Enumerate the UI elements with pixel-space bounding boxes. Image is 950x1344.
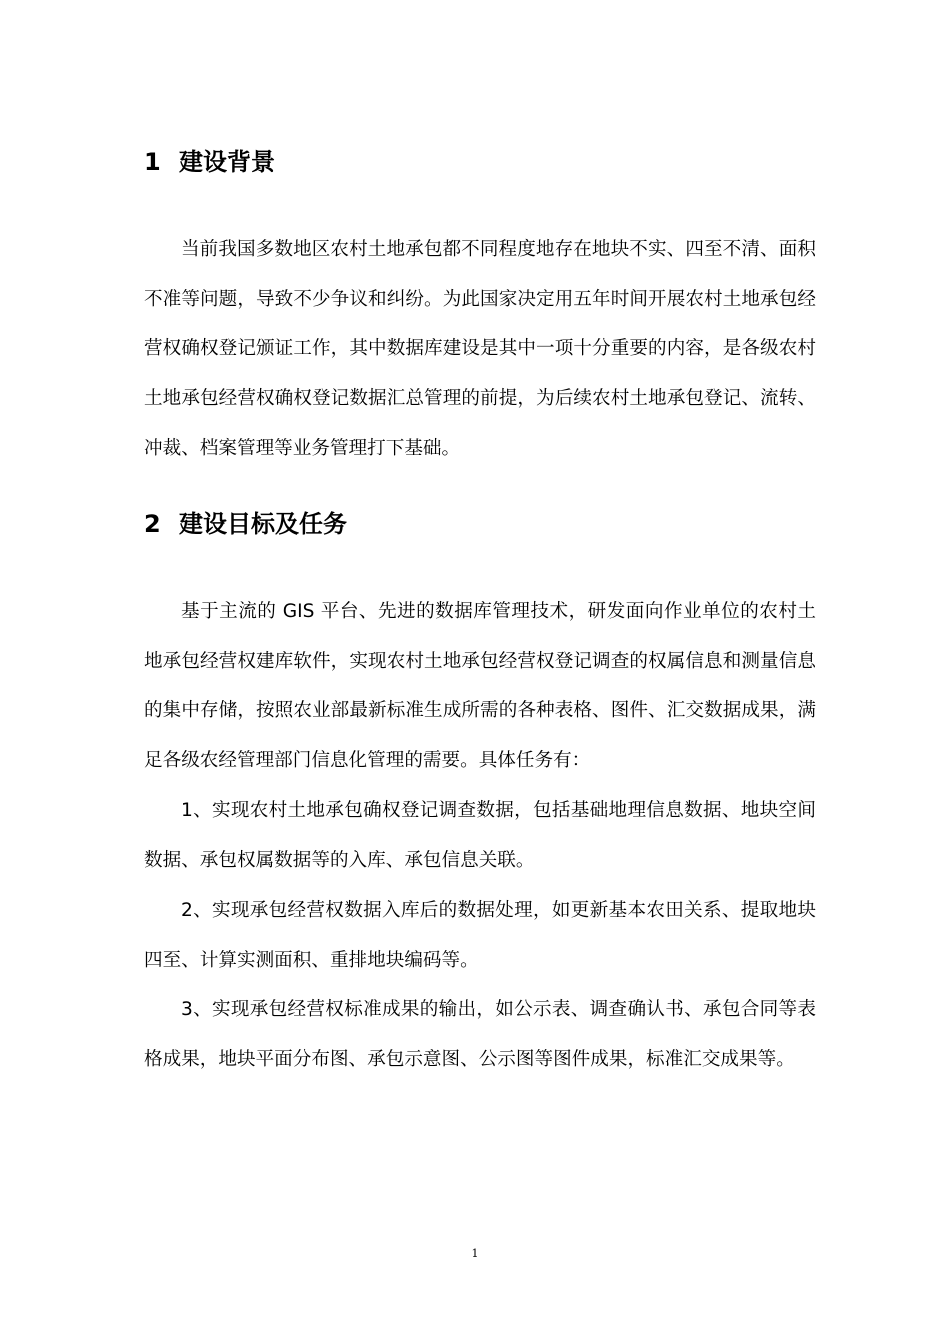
section-2-task-3: 3、实现承包经营权标准成果的输出，如公示表、调查确认书、承包合同等表格成果，地块平面分布图、承包示意图、公示图等图件成果，标准汇交成果等。: [144, 999, 816, 1070]
section-2-heading: [144, 508, 347, 540]
page-number: 1: [471, 1247, 479, 1260]
section-2-title: 建设目标及任务: [179, 510, 347, 538]
section-1-number: 1: [144, 148, 161, 176]
section-1-title: 建设背景: [179, 148, 275, 176]
section-2-task-2: 2、实现承包经营权数据入库后的数据处理，如更新基本农田关系、提取地块四至、计算实测面积、重排地块编码等。: [144, 900, 816, 971]
section-1-paragraph-1: 当前我国多数地区农村土地承包都不同程度地存在地块不实、四至不清、面积不准等问题，导致不少争议和纠纷。为此国家决定用五年时间开展农村土地承包经营权确权登记颁证工作，其中数据库建设是其中一项十分重要的内容，是各级农村土地承包经营权确权登记数据汇总管理的前提，为后续农村土地承包登记、流转、冲裁、档案管理等业务管理打下基础。: [144, 239, 816, 459]
section-2-number: 2: [144, 510, 161, 538]
section-2-paragraph-1: 基于主流的 GIS 平台、先进的数据库管理技术，研发面向作业单位的农村土地承包经营权建库软件，实现农村土地承包经营权登记调查的权属信息和测量信息的集中存储，按照农业部最新标准生成所需的各种表格、图件、汇交数据成果，满足各级农经管理部门信息化管理的需要。具体任务有：: [144, 601, 816, 772]
section-2-task-1: 1、实现农村土地承包确权登记调查数据，包括基础地理信息数据、地块空间数据、承包权属数据等的入库、承包信息关联。: [144, 800, 816, 871]
section-1-heading: [144, 146, 275, 178]
